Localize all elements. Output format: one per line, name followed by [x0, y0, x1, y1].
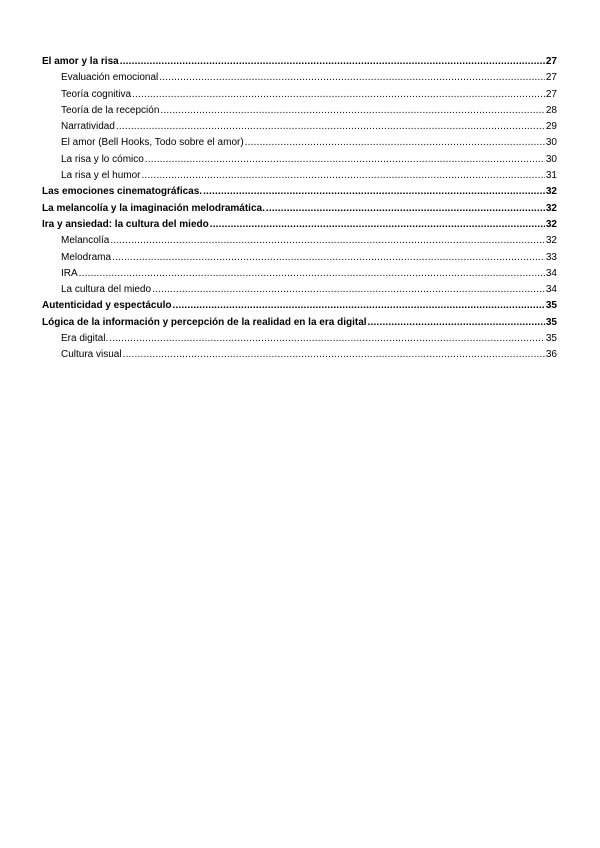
toc-entry[interactable] [42, 87, 557, 103]
toc-entry[interactable] [42, 119, 557, 135]
toc-entry-page: 36 [545, 349, 557, 361]
toc-entry[interactable] [42, 54, 557, 70]
toc-dot-leader [141, 168, 544, 184]
toc-dot-leader [172, 298, 544, 314]
toc-dot-leader [368, 315, 545, 331]
toc-dot-leader [123, 347, 545, 363]
toc-entry[interactable] [42, 315, 557, 331]
toc-dot-leader [159, 70, 545, 86]
toc-entry-title: La risa y lo cómico [61, 153, 144, 165]
toc-entry-title: Melancolía [61, 235, 110, 247]
toc-dot-leader [245, 135, 545, 151]
toc-entry[interactable] [42, 347, 557, 363]
toc-entry[interactable] [42, 135, 557, 151]
toc-entry-title: Lógica de la información y percepción de la realidad en la era digital [42, 316, 367, 328]
toc-entry-page: 27 [545, 56, 557, 67]
toc-entry-page: 34 [545, 284, 557, 296]
toc-entry-title: Narratividad [61, 121, 115, 133]
toc-entry[interactable] [42, 282, 557, 298]
toc-entry-title: La cultura del miedo [61, 284, 152, 296]
toc-entry[interactable] [42, 250, 557, 266]
toc-dot-leader [116, 119, 545, 135]
toc-entry-title: Teoría de la recepción [61, 104, 160, 116]
toc-entry-title: Autenticidad y espectáculo [42, 300, 172, 312]
toc-dot-leader [266, 201, 545, 217]
toc-entry-title: Melodrama [61, 251, 112, 263]
toc-entry[interactable] [42, 70, 557, 86]
toc-entry-title: La melancolía y la imaginación melodramática. [42, 202, 265, 214]
toc-entry-page: 32 [545, 218, 557, 230]
toc-entry-title: El amor y la risa [42, 56, 119, 67]
toc-dot-leader [160, 103, 544, 119]
toc-dot-leader [203, 184, 545, 200]
toc-entry-page: 34 [545, 267, 557, 279]
toc-entry-page: 29 [545, 121, 557, 133]
toc-dot-leader [109, 331, 545, 347]
toc-entry[interactable] [42, 217, 557, 233]
toc-entry[interactable] [42, 266, 557, 282]
toc-entry-page: 35 [545, 300, 557, 312]
toc-entry[interactable] [42, 152, 557, 168]
toc-dot-leader [152, 282, 545, 298]
toc-entry[interactable] [42, 103, 557, 119]
toc-entry-page: 32 [545, 202, 557, 214]
toc-entry[interactable] [42, 331, 557, 347]
toc-entry-page: 30 [545, 153, 557, 165]
toc-dot-leader [120, 54, 545, 70]
toc-entry-title: El amor (Bell Hooks, Todo sobre el amor) [61, 137, 244, 149]
toc-entry-page: 28 [545, 104, 557, 116]
toc-entry-page: 32 [545, 186, 557, 198]
toc-entry[interactable] [42, 184, 557, 200]
toc-entry[interactable] [42, 298, 557, 314]
toc-entry[interactable] [42, 201, 557, 217]
toc-entry-title: Ira y ansiedad: la cultura del miedo [42, 218, 209, 230]
toc-entry-page: 31 [545, 170, 557, 182]
toc-entry-page: 27 [545, 88, 557, 100]
toc-dot-leader [210, 217, 545, 233]
toc-dot-leader [132, 87, 545, 103]
toc-entry-title: IRA [61, 267, 78, 279]
toc-entry[interactable] [42, 233, 557, 249]
toc-entry[interactable] [42, 168, 557, 184]
toc-entry-page: 35 [545, 333, 557, 345]
toc-entry-page: 30 [545, 137, 557, 149]
toc-entry-title: Era digital. [61, 333, 109, 345]
toc-entry-page: 32 [545, 235, 557, 247]
toc-entry-page: 35 [545, 316, 557, 328]
toc-entry-page: 33 [545, 251, 557, 263]
toc-entry-title: Cultura visual [61, 349, 122, 361]
toc-entry-title: La risa y el humor [61, 170, 141, 182]
toc-entry-page: 27 [545, 72, 557, 84]
toc-dot-leader [112, 250, 545, 266]
toc-entry-title: Teoría cognitiva [61, 88, 132, 100]
table-of-contents [42, 54, 557, 364]
toc-dot-leader [145, 152, 545, 168]
toc-dot-leader [110, 233, 545, 249]
toc-entry-title: Las emociones cinematográficas. [42, 186, 203, 198]
toc-entry-title: Evaluación emocional [61, 72, 159, 84]
toc-dot-leader [79, 266, 545, 282]
